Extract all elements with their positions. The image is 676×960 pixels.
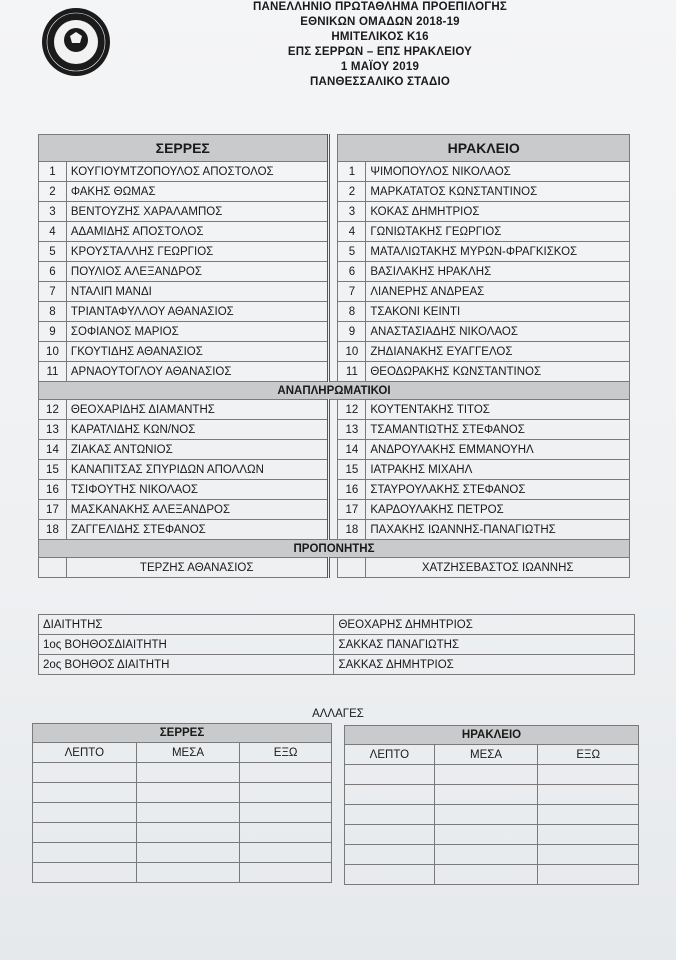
column-divider [328,460,338,480]
change-row [345,765,639,785]
official-role: 2ος ΒΟΗΘΟΣ ΔΙΑΙΤΗΤΗ [39,655,334,675]
home-player-name: ΚΑΡΑΤΛΙΔΗΣ ΚΩΝ/ΝΟΣ [66,420,328,440]
home-team-header: ΣΕΡΡΕΣ [39,135,329,162]
column-divider [328,322,338,342]
home-player-name: ΑΔΑΜΙΔΗΣ ΑΠΟΣΤΟΛΟΣ [66,222,328,242]
change-row [33,843,332,863]
away-player-name: ΠΑΧΑΚΗΣ ΙΩΑΝΝΗΣ-ΠΑΝΑΓΙΩΤΗΣ [366,520,630,540]
change-cell[interactable] [240,823,332,843]
home-player-number: 15 [39,460,67,480]
change-cell[interactable] [240,863,332,883]
change-cell[interactable] [345,845,435,865]
coach-home: ΤΕΡΖΗΣ ΑΘΑΝΑΣΙΟΣ [66,558,328,578]
header-round: ΗΜΙΤΕΛΙΚΟΣ Κ16 [331,31,429,43]
home-player-number: 2 [39,182,67,202]
player-row [39,460,630,480]
home-player-number: 1 [39,162,67,182]
change-cell[interactable] [33,783,137,803]
substitutes-header: ΑΝΑΠΛΗΡΩΜΑΤΙΚΟΙ [39,382,630,400]
home-player-number: 7 [39,282,67,302]
change-cell[interactable] [434,825,538,845]
col-in: ΜΕΣΑ [136,743,240,763]
header-fixture: ΕΠΣ ΣΕΡΡΩΝ – ΕΠΣ ΗΡΑΚΛΕΙΟΥ [287,46,473,58]
player-row [39,182,630,202]
change-cell[interactable] [240,803,332,823]
change-cell[interactable] [33,803,137,823]
home-player-number: 16 [39,480,67,500]
change-cell[interactable] [538,785,639,805]
change-cell[interactable] [434,785,538,805]
column-divider [328,520,338,540]
change-row [345,825,639,845]
change-cell[interactable] [434,845,538,865]
column-divider [328,420,338,440]
change-cell[interactable] [538,805,639,825]
header-date: 1 ΜΑΪΟΥ 2019 [340,61,420,73]
column-divider [328,135,338,162]
change-cell[interactable] [538,845,639,865]
player-row [39,362,630,382]
column-divider [328,222,338,242]
player-row [39,480,630,500]
away-player-name: ΓΩΝΙΩΤΑΚΗΣ ΓΕΩΡΓΙΟΣ [366,222,630,242]
change-cell[interactable] [136,863,240,883]
changes-home-header: ΣΕΡΡΕΣ [33,724,332,743]
home-player-name: ΜΑΣΚΑΝΑΚΗΣ ΑΛΕΞΑΝΔΡΟΣ [66,500,328,520]
away-player-name: ΚΟΚΑΣ ΔΗΜΗΤΡΙΟΣ [366,202,630,222]
home-player-number: 11 [39,362,67,382]
column-divider [328,282,338,302]
column-divider [328,400,338,420]
home-player-name: ΚΟΥΓΙΟΥΜΤΖΟΠΟΥΛΟΣ ΑΠΟΣΤΟΛΟΣ [66,162,328,182]
change-row [345,845,639,865]
home-player-name: ΣΟΦΙΑΝΟΣ ΜΑΡΙΟΣ [66,322,328,342]
changes-away-table [344,725,639,885]
home-player-name: ΚΡΟΥΣΤΑΛΛΗΣ ΓΕΩΡΓΙΟΣ [66,242,328,262]
column-divider [328,202,338,222]
away-player-name: ΑΝΔΡΟΥΛΑΚΗΣ ΕΜΜΑΝΟΥΗΛ [366,440,630,460]
change-cell[interactable] [33,863,137,883]
official-name: ΣΑΚΚΑΣ ΔΗΜΗΤΡΙΟΣ [334,655,635,675]
home-player-number: 8 [39,302,67,322]
column-divider [328,162,338,182]
player-row [39,242,630,262]
away-player-number: 10 [338,342,366,362]
change-cell[interactable] [33,823,137,843]
change-cell[interactable] [240,763,332,783]
col-minute: ΛΕΠΤΟ [33,743,137,763]
home-player-name: ΤΣΙΦΟΥΤΗΣ ΝΙΚΟΛΑΟΣ [66,480,328,500]
change-row [33,803,332,823]
change-cell[interactable] [538,865,639,885]
home-player-number: 10 [39,342,67,362]
change-row [33,823,332,843]
coach-header: ΠΡΟΠΟΝΗΤΗΣ [39,540,630,558]
col-out: ΕΞΩ [240,743,332,763]
changes-away-header: ΗΡΑΚΛΕΙΟ [345,726,639,745]
home-player-name: ΦΑΚΗΣ ΘΩΜΑΣ [66,182,328,202]
change-row [345,785,639,805]
away-player-name: ΘΕΟΔΩΡΑΚΗΣ ΚΩΝΣΤΑΝΤΙΝΟΣ [366,362,630,382]
column-divider [328,302,338,322]
away-player-number: 7 [338,282,366,302]
coach-away-number [338,558,366,578]
home-player-number: 9 [39,322,67,342]
away-player-number: 1 [338,162,366,182]
change-cell[interactable] [136,823,240,843]
change-cell[interactable] [33,763,137,783]
officials-table [38,614,635,675]
coach-away: ΧΑΤΖΗΣΕΒΑΣΤΟΣ ΙΩΑΝΝΗΣ [366,558,630,578]
away-player-number: 17 [338,500,366,520]
header-stadium: ΠΑΝΘΕΣΣΑΛΙΚΟ ΣΤΑΔΙΟ [309,76,450,88]
change-cell[interactable] [240,783,332,803]
col-minute: ΛΕΠΤΟ [345,745,435,765]
change-cell[interactable] [538,765,639,785]
away-player-name: ΛΙΑΝΕΡΗΣ ΑΝΔΡΕΑΣ [366,282,630,302]
away-player-name: ΒΑΣΙΛΑΚΗΣ ΗΡΑΚΛΗΣ [366,262,630,282]
col-out: ΕΞΩ [538,745,639,765]
column-divider [328,242,338,262]
column-divider [328,500,338,520]
away-player-name: ΜΑΡΚΑΤΑΤΟΣ ΚΩΝΣΤΑΝΤΙΝΟΣ [366,182,630,202]
away-player-number: 2 [338,182,366,202]
away-player-name: ΚΟΥΤΕΝΤΑΚΗΣ ΤΙΤΟΣ [366,400,630,420]
change-row [33,763,332,783]
change-row [345,865,639,885]
column-divider [328,262,338,282]
player-row [39,520,630,540]
home-player-number: 14 [39,440,67,460]
change-row [33,783,332,803]
change-row [345,805,639,825]
change-cell[interactable] [345,825,435,845]
change-cell[interactable] [136,763,240,783]
change-cell[interactable] [136,843,240,863]
change-cell[interactable] [434,765,538,785]
home-player-number: 5 [39,242,67,262]
match-header [120,0,640,90]
away-player-name: ΜΑΤΑΛΙΩΤΑΚΗΣ ΜΥΡΩΝ-ΦΡΑΓΚΙΣΚΟΣ [366,242,630,262]
away-player-name: ΣΤΑΥΡΟΥΛΑΚΗΣ ΣΤΕΦΑΝΟΣ [366,480,630,500]
away-player-number: 8 [338,302,366,322]
column-divider [328,558,338,578]
home-player-name: ΒΕΝΤΟΥΖΗΣ ΧΑΡΑΛΑΜΠΟΣ [66,202,328,222]
header-championship: ΠΑΝΕΛΛΗΝΙΟ ΠΡΩΤΑΘΛΗΜΑ ΠΡΟΕΠΙΛΟΓΗΣ [252,1,508,13]
home-player-number: 18 [39,520,67,540]
home-player-name: ΤΡΙΑΝΤΑΦΥΛΛΟΥ ΑΘΑΝΑΣΙΟΣ [66,302,328,322]
changes-home-table [32,723,332,883]
change-cell[interactable] [345,805,435,825]
official-role: ΔΙΑΙΤΗΤΗΣ [39,615,334,635]
player-row [39,400,630,420]
official-role: 1ος ΒΟΗΘΟΣΔΙΑΙΤΗΤΗ [39,635,334,655]
home-player-number: 3 [39,202,67,222]
column-divider [328,362,338,382]
lineup-table [38,134,630,578]
away-player-name: ΤΣΑΚΟΝΙ ΚΕΙΝΤΙ [366,302,630,322]
away-player-number: 12 [338,400,366,420]
away-player-number: 9 [338,322,366,342]
away-player-number: 18 [338,520,366,540]
away-player-number: 3 [338,202,366,222]
home-player-number: 13 [39,420,67,440]
away-player-number: 14 [338,440,366,460]
column-divider [328,440,338,460]
home-player-name: ΠΟΥΛΙΟΣ ΑΛΕΞΑΝΔΡΟΣ [66,262,328,282]
federation-logo [40,6,112,78]
player-row [39,322,630,342]
away-player-number: 15 [338,460,366,480]
player-row [39,262,630,282]
column-divider [328,182,338,202]
home-player-name: ΖΙΑΚΑΣ ΑΝΤΩΝΙΟΣ [66,440,328,460]
column-divider [328,480,338,500]
away-player-number: 16 [338,480,366,500]
change-cell[interactable] [538,825,639,845]
coach-home-number [39,558,67,578]
player-row [39,282,630,302]
changes-title: ΑΛΛΑΓΕΣ [312,708,364,720]
change-cell[interactable] [136,783,240,803]
away-player-number: 5 [338,242,366,262]
player-row [39,222,630,242]
change-cell[interactable] [345,785,435,805]
away-player-number: 4 [338,222,366,242]
away-player-number: 13 [338,420,366,440]
away-player-number: 6 [338,262,366,282]
home-player-name: ΝΤΑΛΙΠ ΜΑΝΔΙ [66,282,328,302]
player-row [39,440,630,460]
away-player-name: ΑΝΑΣΤΑΣΙΑΔΗΣ ΝΙΚΟΛΑΟΣ [366,322,630,342]
change-cell[interactable] [345,865,435,885]
home-player-number: 6 [39,262,67,282]
home-player-name: ΑΡΝΑΟΥΤΟΓΛΟΥ ΑΘΑΝΑΣΙΟΣ [66,362,328,382]
player-row [39,420,630,440]
official-name: ΣΑΚΚΑΣ ΠΑΝΑΓΙΩΤΗΣ [334,635,635,655]
away-team-header: ΗΡΑΚΛΕΙΟ [338,135,630,162]
change-cell[interactable] [240,843,332,863]
change-cell[interactable] [136,803,240,823]
player-row [39,500,630,520]
away-player-name: ΤΣΑΜΑΝΤΙΩΤΗΣ ΣΤΕΦΑΝΟΣ [366,420,630,440]
away-player-name: ΖΗΔΙΑΝΑΚΗΣ ΕΥΑΓΓΕΛΟΣ [366,342,630,362]
home-player-name: ΚΑΝΑΠΙΤΣΑΣ ΣΠΥΡΙΔΩΝ ΑΠΟΛΛΩΝ [66,460,328,480]
player-row [39,302,630,322]
change-cell[interactable] [345,765,435,785]
home-player-name: ΓΚΟΥΤΙΔΗΣ ΑΘΑΝΑΣΙΟΣ [66,342,328,362]
change-cell[interactable] [434,865,538,885]
change-row [33,863,332,883]
home-player-name: ΘΕΟΧΑΡΙΔΗΣ ΔΙΑΜΑΝΤΗΣ [66,400,328,420]
home-player-number: 17 [39,500,67,520]
away-player-name: ΚΑΡΔΟΥΛΑΚΗΣ ΠΕΤΡΟΣ [366,500,630,520]
change-cell[interactable] [434,805,538,825]
player-row [39,202,630,222]
away-player-number: 11 [338,362,366,382]
away-player-name: ΨΙΜΟΠΟΥΛΟΣ ΝΙΚΟΛΑΟΣ [366,162,630,182]
column-divider [328,342,338,362]
away-player-name: ΙΑΤΡΑΚΗΣ ΜΙΧΑΗΛ [366,460,630,480]
change-cell[interactable] [33,843,137,863]
player-row [39,342,630,362]
official-name: ΘΕΟΧΑΡΗΣ ΔΗΜΗΤΡΙΟΣ [334,615,635,635]
home-player-number: 12 [39,400,67,420]
home-player-name: ΖΑΓΓΕΛΙΔΗΣ ΣΤΕΦΑΝΟΣ [66,520,328,540]
home-player-number: 4 [39,222,67,242]
col-in: ΜΕΣΑ [434,745,538,765]
player-row [39,162,630,182]
header-season: ΕΘΝΙΚΩΝ ΟΜΑΔΩΝ 2018-19 [300,16,460,28]
